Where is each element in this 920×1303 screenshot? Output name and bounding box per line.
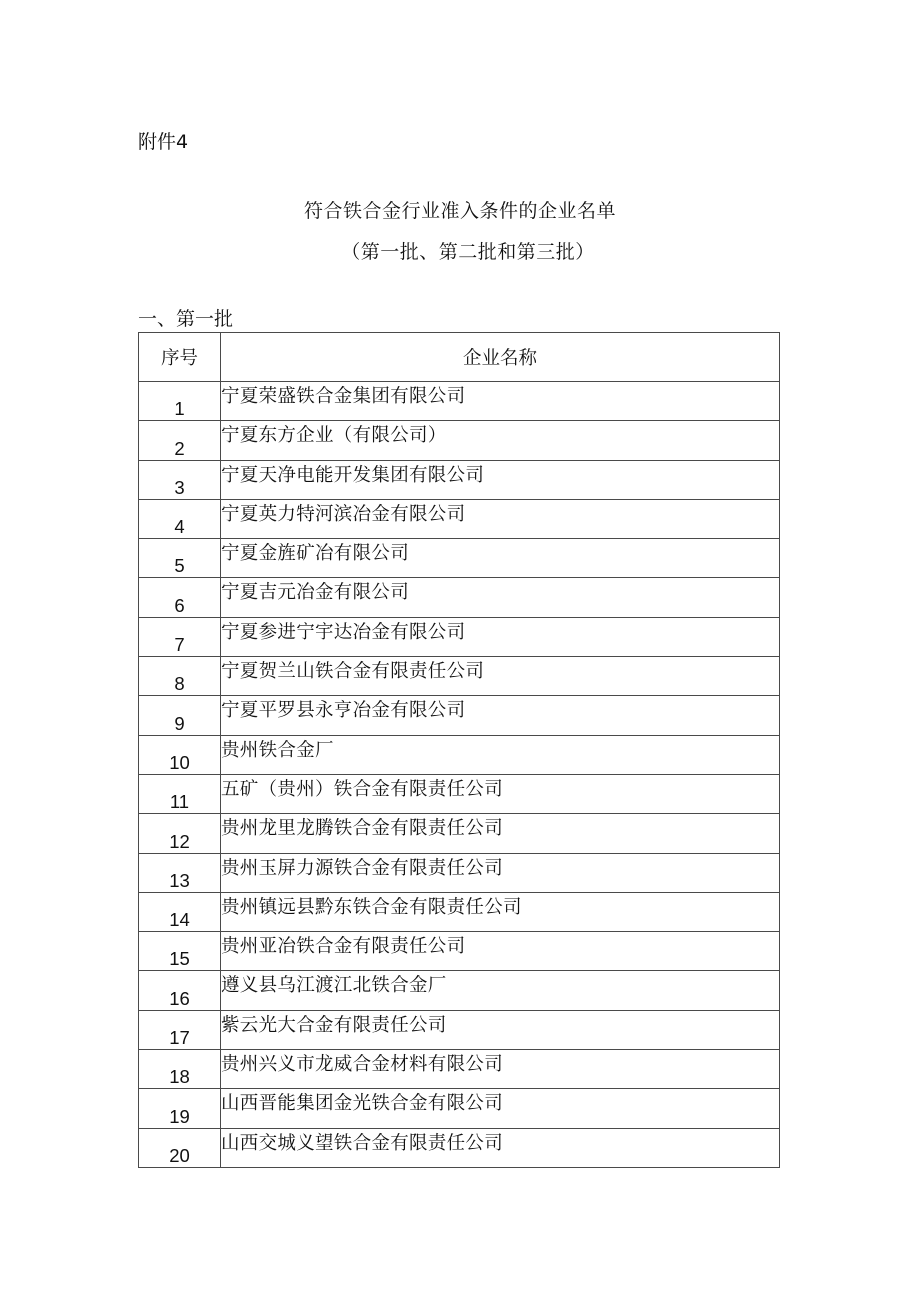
table-row xyxy=(139,578,780,617)
company-name: 宁夏吉元冶金有限公司 xyxy=(221,578,780,617)
row-index: 10 xyxy=(139,735,221,774)
row-index: 5 xyxy=(139,539,221,578)
row-index: 16 xyxy=(139,971,221,1010)
row-index: 4 xyxy=(139,499,221,538)
company-name: 宁夏荣盛铁合金集团有限公司 xyxy=(221,382,780,421)
company-name: 宁夏贺兰山铁合金有限责任公司 xyxy=(221,657,780,696)
table-row xyxy=(139,853,780,892)
company-name: 宁夏天净电能开发集团有限公司 xyxy=(221,460,780,499)
column-header-index: 序号 xyxy=(139,333,221,382)
company-name: 贵州亚冶铁合金有限责任公司 xyxy=(221,932,780,971)
company-name: 紫云光大合金有限责任公司 xyxy=(221,1010,780,1049)
table-row xyxy=(139,460,780,499)
company-name: 宁夏参进宁宇达冶金有限公司 xyxy=(221,617,780,656)
company-name: 山西晋能集团金光铁合金有限公司 xyxy=(221,1089,780,1128)
company-name: 贵州镇远县黔东铁合金有限责任公司 xyxy=(221,892,780,931)
table-row xyxy=(139,1010,780,1049)
table-row xyxy=(139,657,780,696)
column-header-name: 企业名称 xyxy=(221,333,780,382)
table-row xyxy=(139,1050,780,1089)
row-index: 1 xyxy=(139,382,221,421)
table-row xyxy=(139,814,780,853)
company-name: 贵州铁合金厂 xyxy=(221,735,780,774)
table-row xyxy=(139,932,780,971)
company-name: 宁夏东方企业（有限公司） xyxy=(221,421,780,460)
company-name: 贵州兴义市龙威合金材料有限公司 xyxy=(221,1050,780,1089)
company-name: 宁夏金旌矿冶有限公司 xyxy=(221,539,780,578)
row-index: 11 xyxy=(139,774,221,813)
document-subtitle: （第一批、第二批和第三批） xyxy=(341,241,595,263)
table-row xyxy=(139,421,780,460)
table-row xyxy=(139,1089,780,1128)
row-index: 18 xyxy=(139,1050,221,1089)
row-index: 6 xyxy=(139,578,221,617)
row-index: 17 xyxy=(139,1010,221,1049)
company-name: 五矿（贵州）铁合金有限责任公司 xyxy=(221,774,780,813)
attachment-label: 附件4 xyxy=(138,131,189,153)
table-row xyxy=(139,971,780,1010)
table-row xyxy=(139,539,780,578)
company-name: 宁夏英力特河滨冶金有限公司 xyxy=(221,499,780,538)
row-index: 3 xyxy=(139,460,221,499)
company-name: 山西交城义望铁合金有限责任公司 xyxy=(221,1128,780,1167)
row-index: 9 xyxy=(139,696,221,735)
table-row xyxy=(139,499,780,538)
row-index: 14 xyxy=(139,892,221,931)
table-row xyxy=(139,1128,780,1167)
table-row xyxy=(139,696,780,735)
row-index: 8 xyxy=(139,657,221,696)
row-index: 2 xyxy=(139,421,221,460)
section-heading: 一、第一批 xyxy=(138,308,234,330)
row-index: 13 xyxy=(139,853,221,892)
company-name: 遵义县乌江渡江北铁合金厂 xyxy=(221,971,780,1010)
table-row xyxy=(139,735,780,774)
table-row xyxy=(139,892,780,931)
table-row xyxy=(139,617,780,656)
row-index: 7 xyxy=(139,617,221,656)
row-index: 20 xyxy=(139,1128,221,1167)
row-index: 15 xyxy=(139,932,221,971)
company-table xyxy=(138,332,780,1168)
table-body xyxy=(139,382,780,1168)
row-index: 19 xyxy=(139,1089,221,1128)
table-header xyxy=(139,333,780,382)
company-name: 贵州玉屏力源铁合金有限责任公司 xyxy=(221,853,780,892)
table-row xyxy=(139,774,780,813)
company-name: 贵州龙里龙腾铁合金有限责任公司 xyxy=(221,814,780,853)
table-row xyxy=(139,382,780,421)
table-header-row xyxy=(139,333,780,382)
row-index: 12 xyxy=(139,814,221,853)
document-title: 符合铁合金行业准入条件的企业名单 xyxy=(303,200,616,222)
company-name: 宁夏平罗县永亨冶金有限公司 xyxy=(221,696,780,735)
